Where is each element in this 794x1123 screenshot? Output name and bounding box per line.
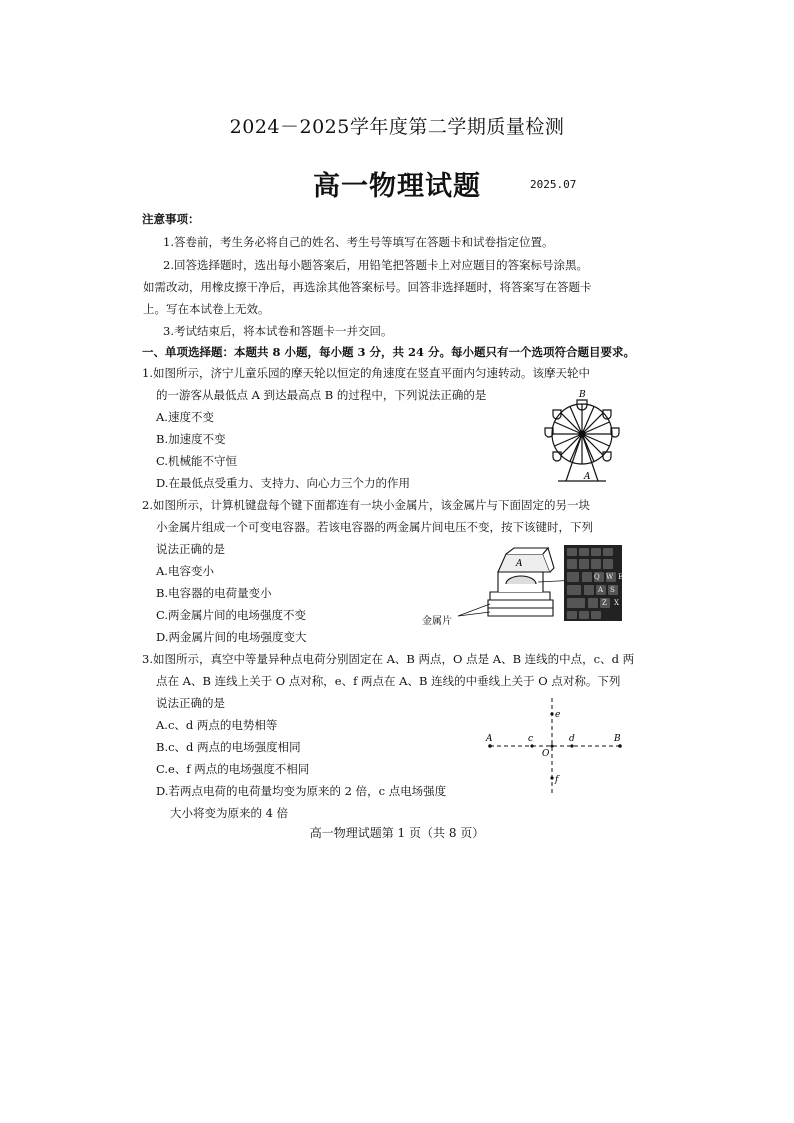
q3-option-b: B.c、d 两点的电场强度相同 xyxy=(156,740,301,754)
metal-plate-label: 金属片 xyxy=(422,616,452,627)
label-f: f xyxy=(555,775,559,785)
q2-option-d: D.两金属片间的电场强度变大 xyxy=(156,630,307,644)
q1-option-b: B.加速度不变 xyxy=(156,432,226,446)
q3-option-d-line-2: 大小将变为原来的 4 倍 xyxy=(170,806,289,820)
school-year-title: 2024－2025学年度第二学期质量检测 xyxy=(229,116,565,138)
q3-option-c: C.e、f 两点的电场强度不相同 xyxy=(156,762,310,776)
q3-option-d-line-1: D.若两点电荷的电荷量均变为原来的 2 倍，c 点电场强度 xyxy=(156,784,447,798)
label-e: e xyxy=(555,710,561,720)
label-b: B xyxy=(614,734,621,744)
key-a: A xyxy=(598,586,604,594)
notice-item-2-line-1: 2.回答选择题时，选出每小题答案后，用铅笔把答题卡上对应题目的答案标号涂黑。 xyxy=(163,258,588,272)
point-charges-figure xyxy=(480,696,630,798)
ferris-label-a: A xyxy=(584,472,591,482)
key-q: Q xyxy=(594,573,600,581)
label-c: c xyxy=(528,734,534,744)
notice-item-3: 3.考试结束后，将本试卷和答题卡一并交回。 xyxy=(163,324,393,338)
exam-date: 2025.07 xyxy=(530,178,577,191)
key-s: S xyxy=(610,586,615,594)
page-footer: 高一物理试题第 1 页（共 8 页） xyxy=(309,826,485,840)
q1-stem-line-1: 1.如图所示，济宁儿童乐园的摩天轮以恒定的角速度在竖直平面内匀速转动。该摩天轮中 xyxy=(142,366,590,380)
q3-option-a: A.c、d 两点的电势相等 xyxy=(156,718,278,732)
q1-option-a: A.速度不变 xyxy=(156,410,214,424)
exam-title: 高一物理试题 xyxy=(313,171,481,202)
keyboard-capacitor-figure xyxy=(418,542,624,630)
notice-item-1: 1.答卷前，考生务必将自己的姓名、考生号等填写在答题卡和试卷指定位置。 xyxy=(163,235,554,249)
q2-stem-line-3: 说法正确的是 xyxy=(156,542,225,556)
q3-stem-line-3: 说法正确的是 xyxy=(156,696,225,710)
ferris-wheel-figure xyxy=(536,386,628,486)
q2-stem-line-1: 2.如图所示，计算机键盘每个键下面都连有一块小金属片，该金属片与下面固定的另一块 xyxy=(142,498,590,512)
key-z: Z xyxy=(602,599,607,607)
ferris-label-b: B xyxy=(579,390,586,400)
key-e: E xyxy=(618,573,624,581)
key-x: X xyxy=(614,599,619,607)
q1-option-c: C.机械能不守恒 xyxy=(156,454,238,468)
q2-stem-line-2: 小金属片组成一个可变电容器。若该电容器的两金属片间电压不变，按下该键时，下列 xyxy=(156,520,593,534)
label-d: d xyxy=(569,734,575,744)
q3-stem-line-1: 3.如图所示，真空中等量异种点电荷分别固定在 A、B 两点，O 点是 A、B 连线的中点，c、d 两 xyxy=(142,652,635,666)
key-w: W xyxy=(606,573,614,581)
q2-option-b: B.电容器的电荷量变小 xyxy=(156,586,272,600)
label-o: O xyxy=(542,749,550,759)
notice-item-2-line-3: 上。写在本试卷上无效。 xyxy=(143,302,270,316)
notice-heading: 注意事项： xyxy=(142,212,200,226)
label-a: A xyxy=(486,734,493,744)
q3-stem-line-2: 点在 A、B 连线上关于 O 点对称，e、f 两点在 A、B 连线的中垂线上关于 O 点对称。下列 xyxy=(156,674,621,688)
q1-stem-line-2: 的一游客从最低点 A 到达最高点 B 的过程中，下列说法正确的是 xyxy=(156,388,487,402)
section-1-heading: 一、单项选择题：本题共 8 小题，每小题 3 分，共 24 分。每小题只有一个选项符合题目要求。 xyxy=(142,345,636,359)
q2-option-c: C.两金属片间的电场强度不变 xyxy=(156,608,307,622)
notice-item-2-line-2: 如需改动，用橡皮擦干净后，再选涂其他答案标号。回答非选择题时，将答案写在答题卡 xyxy=(143,280,592,294)
key-label-a: A xyxy=(516,559,523,569)
q2-option-a: A.电容变小 xyxy=(156,564,214,578)
q1-option-d: D.在最低点受重力、支持力、向心力三个力的作用 xyxy=(156,476,410,490)
